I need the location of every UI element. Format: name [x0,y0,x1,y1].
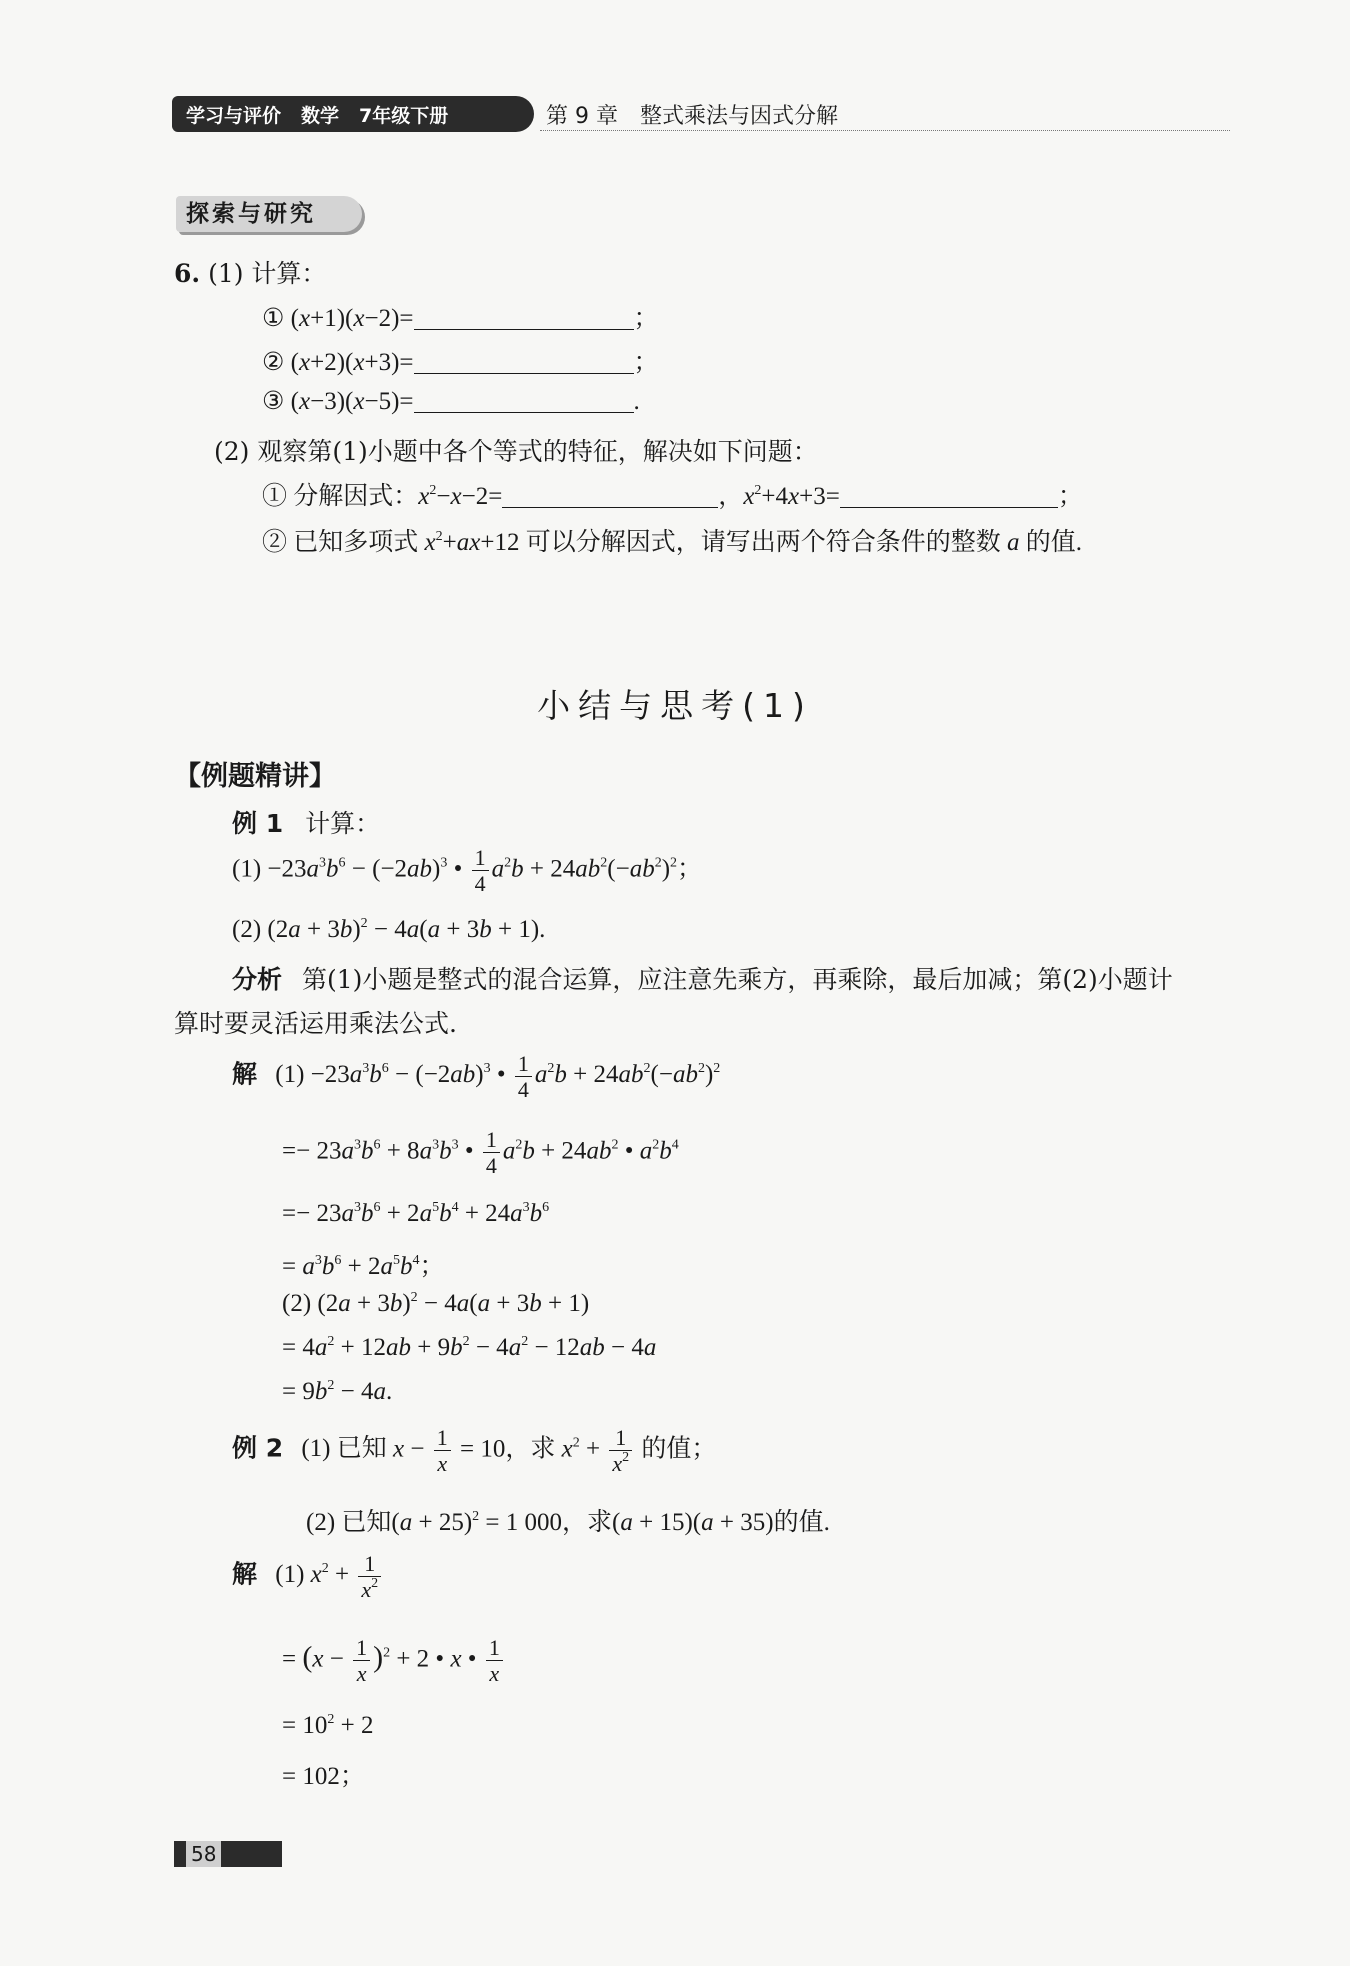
example1-solution-line-5: (2) $(2a + 3b)^2 - 4a(a + 3b + 1)$ [282,1290,590,1317]
example2-label: 例 2 [232,1433,284,1463]
answer-blank[interactable] [502,483,718,508]
example1-analysis: 分析 第(1)小题是整式的混合运算，应注意先乘方，再乘除，最后加减；第(2)小题计 [232,965,1173,994]
answer-blank[interactable] [414,305,634,330]
example1-q1: $(1) -23a^3b^6 - (-2ab)^3$ • $\frac{1}{4}$ $a^2b + 24ab^2(-ab^2)^2$； [232,845,703,897]
example2-solution-line-4: = 102； [282,1763,365,1790]
example1-label: 例 1 [232,809,284,838]
subject: 数学 [301,104,340,127]
example1-header [232,804,380,840]
example2-solution-line-2: = (x − $\frac{1}{x}$ )$^2$ + 2 • x • $\frac{1}{x}$ [282,1636,506,1685]
q6-item-2: ② (x+2)(x+3)= ； [262,349,659,376]
q6-part1-label: (1) 计算： [208,259,327,288]
book-series: 学习与评价 [186,104,282,127]
summary-title: 小结与思考(1) [537,686,813,725]
examples-heading: 【例题精讲】 [174,761,336,792]
example1-solution-line-1: 解 $(1) -23a^3b^6 - (-2ab)^3$ • $\frac{1}{4}$ $a^2b + 24ab^2(-ab^2)^2$ [232,1051,721,1103]
answer-blank[interactable] [414,388,634,413]
q6-part2-item-2: ② 已知多项式 $x^2+ax+12$ 可以分解因式，请写出两个符合条件的整数 a 的值. [262,529,1082,556]
solution-label: 解 [232,1059,258,1089]
analysis-label: 分析 [232,965,283,994]
q6-part2-label: (2) 观察第(1)小题中各个等式的特征，解决如下问题： [214,437,818,466]
header-badge [172,96,534,132]
example1-solution-line-3: =− $23a^3b^6 + 2a^5b^4 + 24a^3b^6$ [282,1200,550,1227]
example1-solution-line-6: = $4a^2 + 12ab + 9b^2 - 4a^2 - 12ab - 4a$ [282,1334,657,1361]
example1-prompt: 计算： [305,809,381,838]
example1-solution-line-4: = $a^3b^6 + 2a^5b^4$； [282,1253,445,1280]
example2-solution-line-3: = $10^2 + 2$ [282,1712,374,1739]
q6-part2-item-1: ① 分解因式：$x^2-x-2=$ ，$x^2+4x+3=$ ； [262,483,1083,510]
q6-part1 [174,254,326,290]
page-number: 58 [174,1841,282,1867]
section-label: 探索与研究 [176,196,362,232]
example1-analysis-cont: 算时要灵活运用乘法公式. [174,1009,457,1038]
example2-q1: 例 2 (1) 已知 x − $\frac{1}{x}$ = 10，求 $x^2$ + $\frac{1}{x^2}$ 的值； [232,1425,717,1477]
answer-blank[interactable] [414,349,634,374]
example1-solution-line-2: =− $23a^3b^6 + 8a^3b^3$ • $\frac{1}{4}$ $a^2b + 24ab^2$ • $a^2b^4$ [282,1127,679,1179]
example2-solution-line-1: 解 (1) $x^2$ + $\frac{1}{x^2}$ [232,1552,384,1601]
q6-item-3: ③ (x−3)(x−5)= . [262,388,640,415]
q6-item-1: ① (x+1)(x−2)= ； [262,305,659,332]
example1-q2: (2) $(2a + 3b)^2 - 4a(a + 3b + 1)$. [232,916,546,943]
grade: 7年级下册 [359,104,449,127]
q6-number: 6. [174,259,201,288]
answer-blank[interactable] [840,483,1058,508]
header-divider [540,130,1230,131]
chapter-title: 第 9 章 整式乘法与因式分解 [546,104,838,129]
example2-q2: (2) 已知$(a + 25)^2 = 1$ 000，求(a + 15)(a + 35)的值. [306,1509,830,1536]
example1-solution-line-7: = $9b^2 - 4a$. [282,1378,393,1405]
